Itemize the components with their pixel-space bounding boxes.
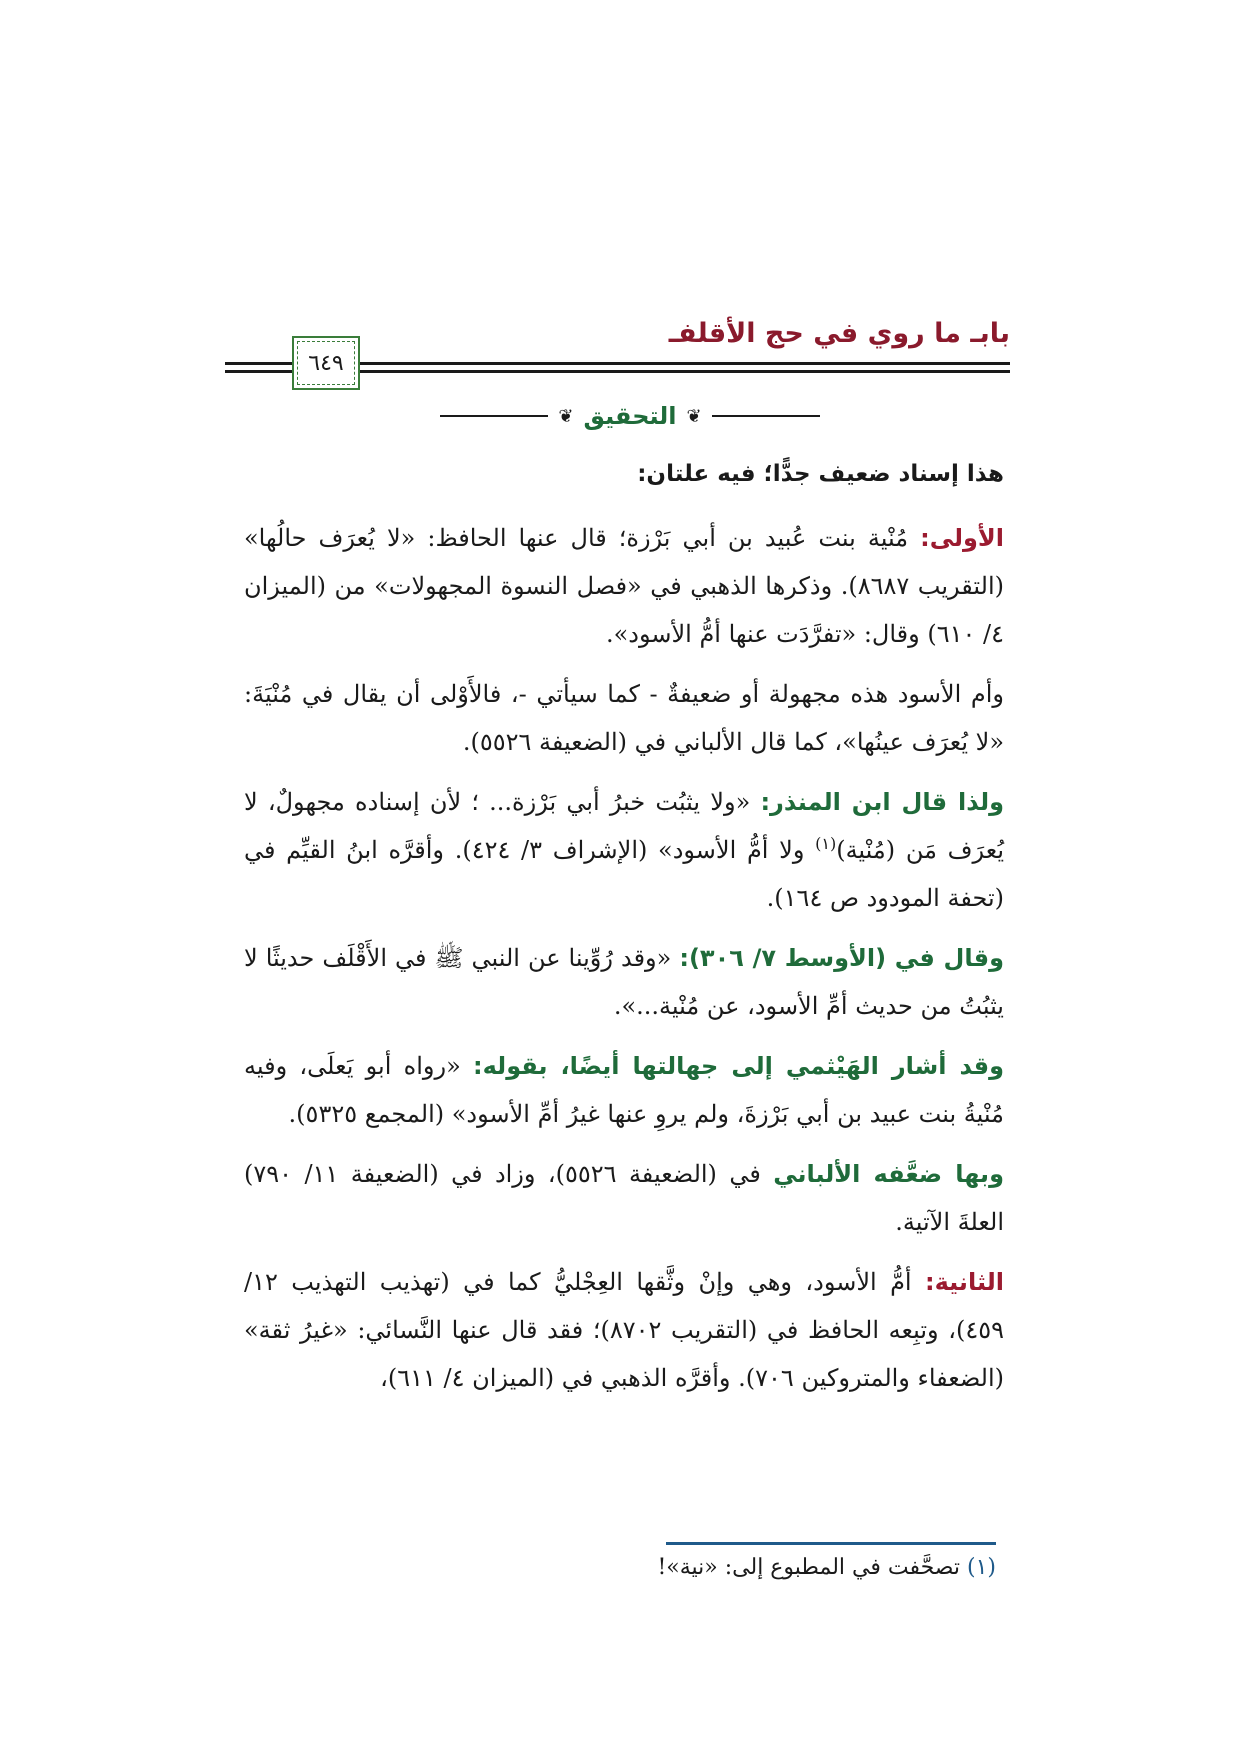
paragraph-text: وأم الأسود هذه مجهولة أو ضعيفةٌ - كما سيأتي -، فالأَوْلى أن يقال في مُنْيَةَ: «لا يُعرَف عينُها»، كما قال الألباني في (الضعيفة ٥٥٢٦). <box>244 680 1004 756</box>
lead-first: الأولى: <box>920 524 1004 552</box>
paragraph-second-defect <box>244 1258 1004 1402</box>
paragraph-umm-aswad <box>244 670 1004 766</box>
page-number-badge: ٦٤٩ <box>292 336 360 390</box>
paragraph-text: «رواه أبو يَعلَى، وفيه مُنْيةُ بنت عبيد بن أبي بَرْزةَ، ولم يروِ عنها غيرُ أمِّ الأسود» (المجمع ٥٣٢٥). <box>244 1052 1004 1128</box>
paragraph-text: في (الضعيفة ٥٥٢٦)، وزاد في (الضعيفة ١١/ ٧٩٠) العلةَ الآتية. <box>244 1160 1004 1236</box>
paragraph-text: مُنْية بنت عُبيد بن أبي بَرْزة؛ قال عنها الحافظ: «لا يُعرَف حالُها» (التقريب ٨٦٨٧). وذكرها الذهبي في «فصل النسوة المجهولات» من (الميزان ٤/ ٦١٠) وقال: «تفرَّدَت عنها أمُّ الأسود». <box>244 524 1005 648</box>
lead-ibn-mundhir: ولذا قال ابن المنذر: <box>760 788 1005 816</box>
heading-line-right <box>712 415 820 417</box>
section-heading <box>440 398 820 434</box>
paragraph-albani <box>244 1150 1004 1246</box>
paragraph-awsat <box>244 934 1004 1030</box>
lead-second: الثانية: <box>924 1268 1004 1296</box>
footnote-reference[interactable]: (١) <box>815 834 837 853</box>
main-content <box>244 450 1004 1414</box>
section-heading-label: التحقيق <box>583 402 677 430</box>
paragraph-text: أمُّ الأسود، وهي وإنْ وثَّقها العِجْليُّ كما في (تهذيب التهذيب ١٢/ ٤٥٩)، وتبِعه الحافظ في (التقريب ٨٧٠٢)؛ فقد قال عنها النَّسائي: «غيرُ ثقة» (الضعفاء والمتروكين ٧٠٦). وأقرَّه الذهبي في (الميزان ٤/ ٦١١)، <box>244 1268 1004 1392</box>
paragraph-text: ولا أمُّ الأسود» (الإشراف ٣/ ٤٢٤). وأقرَّه ابنُ القيِّم في (تحفة المودود ص ١٦٤). <box>244 836 1004 912</box>
footnote-separator <box>666 1542 996 1545</box>
lead-awsat: وقال في (الأوسط ٧/ ٣٠٦): <box>679 944 1005 972</box>
paragraph-first-defect <box>244 514 1004 658</box>
heading-line-left <box>440 415 548 417</box>
footnote-text: تصحَّفت في المطبوع إلى: «نية»! <box>657 1555 967 1580</box>
footnote <box>657 1555 996 1580</box>
running-header-title: بابـ ما روي في حج الأقلفـ <box>668 318 1010 349</box>
ornament-left-icon: ❦ <box>558 405 574 427</box>
paragraph-text: «ولا يثبُت خبرُ أبي بَرْزة... ؛ لأن إسناده مجهولٌ، لا يُعرَف مَن (مُنْية) <box>244 788 1005 864</box>
lead-albani: وبها ضعَّفه الألباني <box>773 1160 1004 1188</box>
paragraph-haythami <box>244 1042 1004 1138</box>
lead-haythami: وقد أشار الهَيْثمي إلى جهالتها أيضًا، بقوله: <box>473 1052 1004 1080</box>
paragraph-ibn-mundhir <box>244 778 1004 922</box>
footnote-number: (١) <box>966 1555 996 1580</box>
ornament-right-icon: ❦ <box>686 405 702 427</box>
paragraph-text: «وقد رُوِّينا عن النبي ﷺ في الأَقْلَف حديثًا لا يثبُتُ من حديث أمِّ الأسود، عن مُنْية...». <box>244 944 1004 1020</box>
intro-statement: هذا إسناد ضعيف جدًّا؛ فيه علتان: <box>637 461 1004 487</box>
